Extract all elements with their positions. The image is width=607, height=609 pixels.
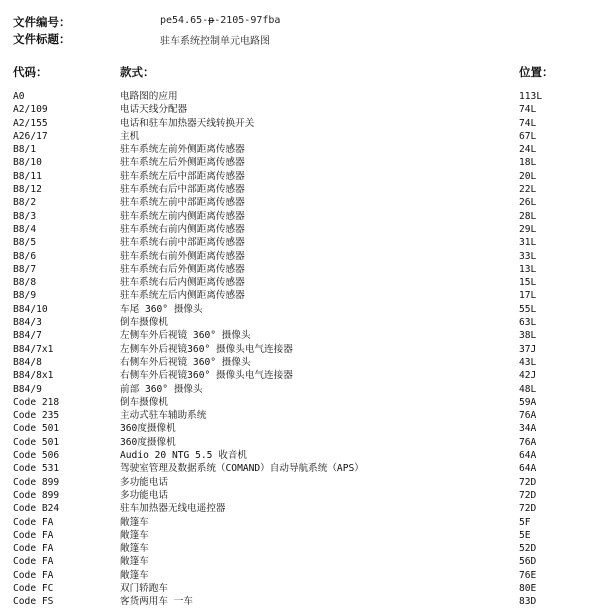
row-position: 42J [519,370,537,382]
row-model: 倒车摄像机 [120,396,168,408]
table-row [0,436,607,449]
table-row [0,143,607,156]
row-code: B84/10 [13,303,48,315]
row-position: 20L [519,170,537,182]
row-model: 右侧车外后视镜360° 摄像头电气连接器 [120,370,293,382]
row-code: Code FA [13,556,54,568]
row-model: 驻车系统左前中部距离传感器 [120,197,245,209]
row-code: Code 899 [13,489,60,501]
table-row [0,343,607,356]
table-row [0,462,607,475]
row-code: Code 218 [13,396,60,408]
row-code: Code 235 [13,410,60,422]
row-position: 72D [519,503,537,515]
row-position: 67L [519,130,537,142]
column-header-position: 位置： [519,65,554,79]
row-position: 48L [519,383,537,395]
row-position: 83D [519,596,537,608]
row-model: 电话和驻车加热器天线转换开关 [120,117,255,129]
row-model: 驻车系统右后中部距离传感器 [120,184,245,196]
doc-number-suffix: -2105-97fba [214,15,281,26]
table-row [0,196,607,209]
row-code: Code 531 [13,463,60,475]
row-model: 驻车系统左后中部距离传感器 [120,170,245,182]
row-code: A0 [13,91,25,102]
row-model: 多功能电话 [120,489,168,501]
table-row [0,276,607,289]
table-row [0,383,607,396]
row-code: B84/8x1 [13,370,54,382]
row-code: B8/11 [13,170,42,182]
row-model: 右侧车外后视镜 360° 摄像头 [120,356,251,368]
row-position: 74L [519,104,537,116]
row-code: B84/7 [13,330,42,342]
row-position: 31L [519,237,537,249]
row-code: Code 501 [13,436,60,448]
row-model: 双门轿跑车 [120,582,168,594]
table-row [0,117,607,130]
row-code: B84/3 [13,317,42,329]
row-code: B8/12 [13,184,42,196]
doc-number-prefix: pe54.65- [160,15,209,26]
row-model: 电话天线分配器 [120,104,188,116]
row-code: B8/8 [13,277,37,289]
row-code: Code FA [13,569,54,581]
row-position: 26L [519,197,537,209]
row-position: 76A [519,436,537,448]
row-code: B84/8 [13,356,42,368]
row-position: 43L [519,356,537,368]
row-position: 33L [519,250,537,262]
row-position: 22L [519,184,537,196]
row-model: 驻车系统右前外侧距离传感器 [120,250,245,262]
row-position: 113L [519,91,543,102]
row-code: B8/4 [13,223,37,235]
row-position: 76A [519,410,537,422]
row-model: 驻车加热器无线电遥控器 [120,503,226,515]
row-code: B84/7x1 [13,343,54,355]
table-row [0,422,607,435]
row-position: 74L [519,117,537,129]
column-header-code: 代码： [13,65,48,79]
doc-title-label: 文件标题： [13,32,71,46]
table-row [0,502,607,515]
row-code: B8/6 [13,250,37,262]
table-row [0,156,607,169]
table-row [0,409,607,422]
row-position: 17L [519,290,537,302]
row-code: B8/7 [13,263,37,275]
row-position: 5F [519,516,531,528]
row-code: B8/2 [13,197,37,209]
row-model: 敞篷车 [120,556,149,568]
row-model: 多功能电话 [120,476,168,488]
row-model: 倒车摄像机 [120,317,168,329]
table-row [0,555,607,568]
table-row [0,250,607,263]
doc-number-label: 文件编号： [13,15,71,29]
table-row [0,103,607,116]
component-table [0,90,607,609]
row-position: 38L [519,330,537,342]
table-row [0,516,607,529]
row-position: 59A [519,396,537,408]
row-position: 34A [519,423,537,435]
row-code: Code FS [13,596,54,608]
doc-title-value: 驻车系统控制单元电路图 [160,36,270,47]
row-model: 左侧车外后视镜 360° 摄像头 [120,330,251,342]
row-model: 客货两用车 一车 [120,596,193,608]
doc-number-value [160,15,280,26]
row-model: 驻车系统右后内侧距离传感器 [120,277,245,289]
row-code: A2/155 [13,117,48,129]
table-row [0,582,607,595]
row-position: 76E [519,569,537,581]
row-code: B8/1 [13,144,37,156]
table-row [0,356,607,369]
row-position: 72D [519,476,537,488]
row-model: 左侧车外后视镜360° 摄像头电气连接器 [120,343,293,355]
row-position: 24L [519,144,537,156]
row-code: Code 506 [13,450,60,462]
doc-title-row [13,31,270,47]
row-position: 72D [519,489,537,501]
row-model: 360度摄像机 [120,423,176,435]
row-model: 敞篷车 [120,529,149,541]
table-row [0,329,607,342]
table-row [0,449,607,462]
doc-number-struck: p [208,15,215,26]
table-row [0,170,607,183]
row-code: A2/109 [13,104,48,116]
row-model: 驻车系统右前内侧距离传感器 [120,223,245,235]
table-row [0,236,607,249]
row-code: Code FA [13,543,54,555]
row-model: 前部 360° 摄像头 [120,383,203,395]
table-row [0,130,607,143]
row-code: B8/5 [13,237,37,249]
row-code: B8/3 [13,210,37,222]
row-position: 80E [519,582,537,594]
row-model: 驻车系统左后外侧距离传感器 [120,157,245,169]
row-model: 敞篷车 [120,569,149,581]
row-code: B8/10 [13,157,42,169]
row-model: 主机 [120,130,140,142]
row-position: 18L [519,157,537,169]
table-row [0,476,607,489]
table-row [0,542,607,555]
table-row [0,183,607,196]
row-model: 驻车系统右前中部距离传感器 [120,237,245,249]
table-row [0,210,607,223]
row-code: B8/9 [13,290,37,302]
row-code: Code 501 [13,423,60,435]
row-code: Code FC [13,582,54,594]
row-model: 敞篷车 [120,543,149,555]
row-position: 64A [519,463,537,475]
row-code: Code B24 [13,503,60,515]
row-position: 64A [519,450,537,462]
table-row [0,489,607,502]
table-row [0,90,607,103]
row-position: 55L [519,303,537,315]
row-model: 驻车系统左前内侧距离传感器 [120,210,245,222]
row-model: 360度摄像机 [120,436,176,448]
row-code: B84/9 [13,383,42,395]
table-row [0,303,607,316]
row-model: 电路图的应用 [120,91,178,102]
row-position: 29L [519,223,537,235]
table-row [0,569,607,582]
row-position: 63L [519,317,537,329]
table-row [0,316,607,329]
table-row [0,223,607,236]
row-model: 车尾 360° 摄像头 [120,303,203,315]
row-position: 13L [519,263,537,275]
table-row [0,263,607,276]
row-position: 37J [519,343,537,355]
table-row [0,369,607,382]
row-position: 56D [519,556,537,568]
row-code: Code FA [13,529,54,541]
doc-number-row [13,14,281,30]
row-code: Code 899 [13,476,60,488]
table-row [0,595,607,608]
table-row [0,396,607,409]
row-model: 敞篷车 [120,516,149,528]
row-position: 28L [519,210,537,222]
row-position: 52D [519,543,537,555]
row-position: 15L [519,277,537,289]
row-code: Code FA [13,516,54,528]
row-model: Audio 20 NTG 5.5 收音机 [120,450,247,462]
row-position: 5E [519,529,531,541]
row-model: 主动式驻车辅助系统 [120,410,207,422]
table-row [0,529,607,542]
row-code: A26/17 [13,130,48,142]
row-model: 驻车系统左后内侧距离传感器 [120,290,245,302]
row-model: 驻车系统右后外侧距离传感器 [120,263,245,275]
table-row [0,289,607,302]
row-model: 驻车系统左前外侧距离传感器 [120,144,245,156]
column-header-model: 款式： [120,65,155,79]
row-model: 驾驶室管理及数据系统（COMAND）自动导航系统（APS） [120,463,364,475]
